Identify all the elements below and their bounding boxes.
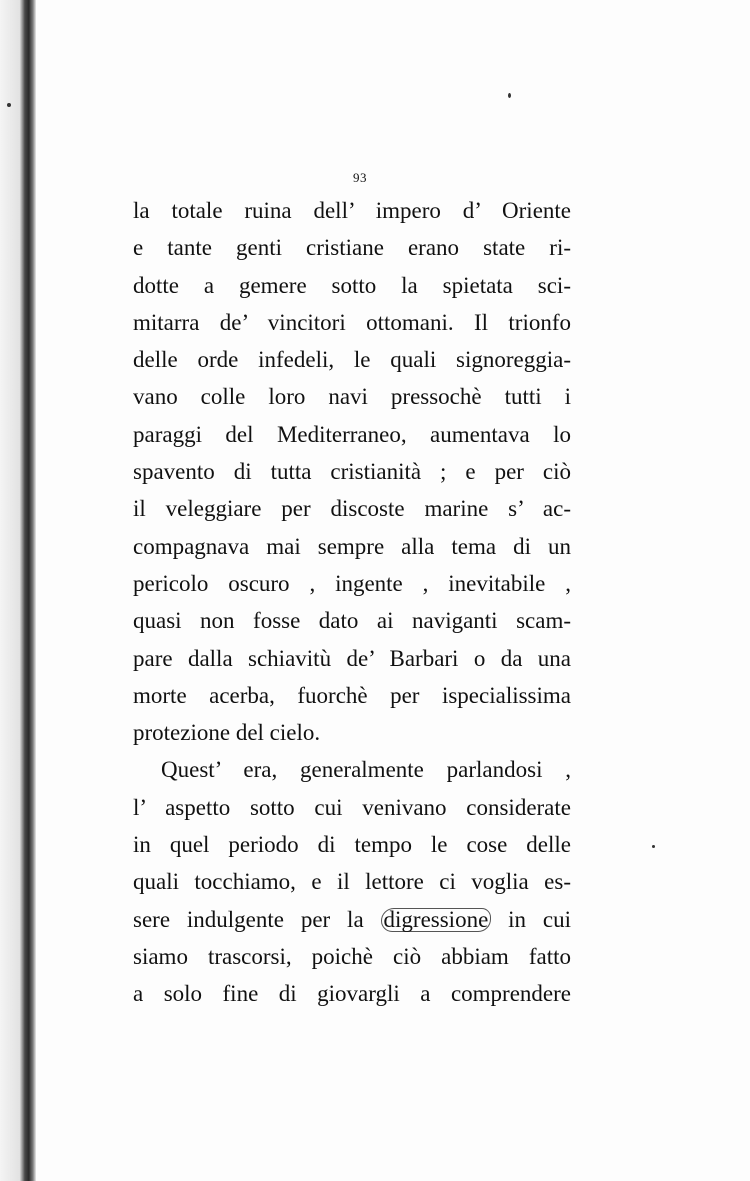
text-line: e tante genti cristiane erano state ri- bbox=[133, 235, 571, 261]
ink-speck bbox=[652, 845, 655, 848]
text-line: in quel periodo di tempo le cose delle bbox=[133, 832, 571, 858]
ink-speck bbox=[508, 93, 511, 98]
text-line: quali tocchiamo, e il lettore ci voglia es- bbox=[133, 869, 571, 895]
circled-word: digressione bbox=[381, 908, 492, 932]
body-text bbox=[133, 192, 571, 1013]
paragraph-2 bbox=[133, 751, 571, 1012]
text-line: dotte a gemere sotto la spietata sci- bbox=[133, 272, 571, 298]
text-line: quasi non fosse dato ai naviganti scam- bbox=[133, 608, 571, 634]
text-line: il veleggiare per discoste marine s’ ac- bbox=[133, 496, 571, 522]
text-line: mitarra de’ vincitori ottomani. Il trionfo bbox=[133, 309, 571, 335]
page-number: 93 bbox=[353, 170, 367, 185]
text-line: la totale ruina dell’ impero d’ Oriente bbox=[133, 198, 571, 223]
text-line-with-highlight bbox=[133, 901, 571, 938]
text-line: spavento di tutta cristianità ; e per ciò bbox=[133, 459, 571, 485]
ink-speck bbox=[7, 103, 11, 107]
text-line: l’ aspetto sotto cui venivano considerate bbox=[133, 794, 571, 820]
text-line: delle orde infedeli, le quali signoreggia- bbox=[133, 347, 571, 373]
text-line: paraggi del Mediterraneo, aumentava lo bbox=[133, 421, 571, 447]
text-line: pare dalla schiavitù de’ Barbari o da una bbox=[133, 645, 571, 671]
text-line: protezione del cielo. bbox=[133, 720, 321, 746]
text-line: a solo fine di giovargli a comprendere bbox=[133, 981, 571, 1007]
text-line: morte acerba, fuorchè per ispecialissima bbox=[133, 682, 571, 708]
text-line: compagnava mai sempre alla tema di un bbox=[133, 533, 571, 559]
text-fragment: in cui bbox=[508, 906, 571, 932]
text-fragment: sere indulgente per la bbox=[133, 906, 364, 932]
text-line: Quest’ era, generalmente parlandosi , bbox=[161, 757, 571, 783]
paragraph-1 bbox=[133, 192, 571, 751]
text-line: siamo trascorsi, poichè ciò abbiam fatto bbox=[133, 943, 571, 969]
text-line: pericolo oscuro , ingente , inevitabile , bbox=[133, 570, 571, 596]
text-line: vano colle loro navi pressochè tutti i bbox=[133, 384, 571, 410]
